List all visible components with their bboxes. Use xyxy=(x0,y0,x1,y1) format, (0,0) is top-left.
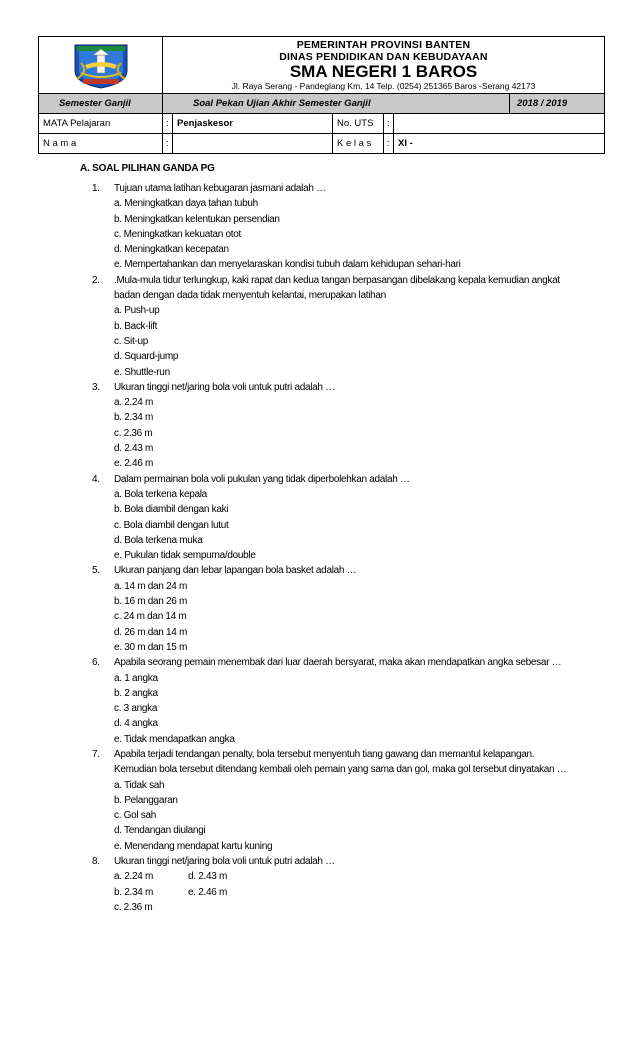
subject-label: MATA Pelajaran xyxy=(39,114,163,133)
option-b: b. 2 angka xyxy=(114,687,158,699)
option-d: d. Tendangan diulangi xyxy=(114,825,206,837)
question-text: Ukuran tinggi net/jaring bola voli untuk putri adalah … xyxy=(114,856,335,868)
class-label: K e l a s xyxy=(333,134,384,153)
option-b: b. Bola diambil dengan kaki xyxy=(114,504,229,516)
option-d: d. 26 m dan 14 m xyxy=(114,626,188,638)
subject-row xyxy=(39,114,604,134)
exam-info-row xyxy=(39,94,604,114)
question-number: 4. xyxy=(92,473,100,485)
option-a: a. 1 angka xyxy=(114,672,158,684)
option-c: c. Sit-up xyxy=(114,335,148,347)
question-4 xyxy=(92,472,612,487)
section-title: A. SOAL PILIHAN GANDA PG xyxy=(80,163,215,174)
option-row xyxy=(92,869,612,884)
option-b: b. Pelanggaran xyxy=(114,794,178,806)
subject-value: Penjaskesor xyxy=(173,114,333,133)
option-d: d. 4 angka xyxy=(114,718,158,730)
banten-province-emblem xyxy=(69,41,133,89)
question-3 xyxy=(92,380,612,395)
question-text: Apabila terjadi tendangan penalty, bola tersebut menyentuh tiang gawang dan memantul kelapangan. xyxy=(114,748,535,760)
school-name: SMA NEGERI 1 BAROS xyxy=(289,62,478,81)
option-e: e. Mempertahankan dan menyelaraskan kondisi tubuh dalam kehidupan sehari-hari xyxy=(114,259,461,271)
uts-value xyxy=(394,114,606,133)
office-name: DINAS PENDIDIKAN DAN KEBUDAYAAN xyxy=(279,51,488,63)
province-name: PEMERINTAH PROVINSI BANTEN xyxy=(296,39,471,51)
class-value: XI - xyxy=(398,138,413,149)
question-text: Dalam permainan bola voli pukulan yang tidak diperbolehkan adalah … xyxy=(114,473,410,485)
option-d: d. Meningkatkan kecepatan xyxy=(114,244,229,256)
option-e: e. Shuttle-run xyxy=(114,366,170,378)
option-e: e. 2.46 m xyxy=(114,458,153,470)
semester-label: Semester Ganjil xyxy=(39,94,163,113)
option-d: d. 2.43 m xyxy=(188,871,227,883)
question-number: 7. xyxy=(92,748,100,760)
option-a: a. 2.24 m xyxy=(114,397,153,409)
uts-colon: : xyxy=(384,114,394,133)
option-e: e. Tidak mendapatkan angka xyxy=(114,733,235,745)
option-a: a. Meningkatkan daya tahan tubuh xyxy=(114,198,258,210)
option-a: a. 2.24 m xyxy=(114,871,153,883)
question-number: 5. xyxy=(92,565,100,577)
question-text: Apabila seorang pemain menembak dari luar daerah bersyarat, maka akan mendapatkan angka sebesar … xyxy=(114,657,562,669)
option-b: b. 2.34 m xyxy=(114,412,153,424)
option-e: e. 30 m dan 15 m xyxy=(114,641,188,653)
question-number: 1. xyxy=(92,183,100,194)
question-number: 8. xyxy=(92,856,100,868)
question-text-continued: Kemudian bola tersebut ditendang kembali oleh pemain yang sama dan gol, maka gol tersebut dinyatakan … xyxy=(114,764,567,776)
question-number: 6. xyxy=(92,657,100,669)
option-a: a. Tidak sah xyxy=(114,779,165,791)
option-d: d. Squard-jump xyxy=(114,351,179,363)
option-c: c. Meningkatkan kekuatan otot xyxy=(114,228,241,240)
question-text-continued: badan dengan dada tidak menyentuh kelantai, merupakan latihan xyxy=(114,290,386,302)
class-colon: : xyxy=(384,134,394,153)
option-c: c. Bola diambil dengan lutut xyxy=(114,519,229,531)
header-top xyxy=(39,37,604,94)
name-colon: : xyxy=(163,134,173,153)
option-b: b. Back-lift xyxy=(114,320,158,332)
question-number: 2. xyxy=(92,274,100,286)
option-e: e. 2.46 m xyxy=(188,886,227,898)
option-b: b. 16 m dan 26 m xyxy=(114,596,188,608)
question-text: .Mula-mula tidur terlungkup, kaki rapat dan kedua tangan berpasangan dibelakang kepala kemudian angkat xyxy=(114,274,560,286)
question-2 xyxy=(92,273,612,288)
exam-title: Soal Pekan Ujian Akhir Semester Ganjil xyxy=(163,94,510,113)
question-text: Ukuran panjang dan lebar lapangan bola basket adalah … xyxy=(114,565,357,577)
question-7 xyxy=(92,747,612,762)
question-list xyxy=(92,181,612,915)
question-text: Ukuran tinggi net/jaring bola voli untuk putri adalah … xyxy=(114,381,335,393)
option-b: b. 2.34 m xyxy=(114,886,153,898)
name-label: N a m a xyxy=(39,134,163,153)
name-value xyxy=(173,134,333,153)
option-c: c. Gol sah xyxy=(114,810,157,822)
option-a: a. 14 m dan 24 m xyxy=(114,580,188,592)
logo-cell xyxy=(39,37,163,93)
question-number: 3. xyxy=(92,381,100,393)
uts-label: No. UTS xyxy=(333,114,384,133)
option-b: b. Meningkatkan kelentukan persendian xyxy=(114,213,280,225)
school-address: Jl. Raya Serang - Pandeglang Km. 14 Telp. (0254) 251365 Baros -Serang 42173 xyxy=(231,81,536,91)
question-1 xyxy=(92,181,612,196)
school-year: 2018 / 2019 xyxy=(517,98,568,109)
institution-block xyxy=(163,37,604,93)
option-e: e. Pukulan tidak sempurna/double xyxy=(114,550,256,562)
option-c: c. 24 m dan 14 m xyxy=(114,611,187,623)
option-row xyxy=(92,900,612,915)
question-6 xyxy=(92,655,612,670)
subject-colon: : xyxy=(163,114,173,133)
option-d: d. Bola terkena muka xyxy=(114,534,203,546)
option-a: a. Push-up xyxy=(114,305,160,317)
option-d: d. 2.43 m xyxy=(114,443,153,455)
option-c: c. 2.36 m xyxy=(114,901,153,913)
question-text: Tujuan utama latihan kebugaran jasmani adalah … xyxy=(114,183,326,194)
question-5 xyxy=(92,563,612,578)
option-a: a. Bola terkena kepala xyxy=(114,488,207,500)
option-e: e. Menendang mendapat kartu kuning xyxy=(114,840,273,852)
option-row xyxy=(92,885,612,900)
name-class-row xyxy=(39,134,604,153)
question-8 xyxy=(92,854,612,869)
exam-header-table xyxy=(38,36,605,154)
option-c: c. 2.36 m xyxy=(114,427,153,439)
option-c: c. 3 angka xyxy=(114,703,158,715)
